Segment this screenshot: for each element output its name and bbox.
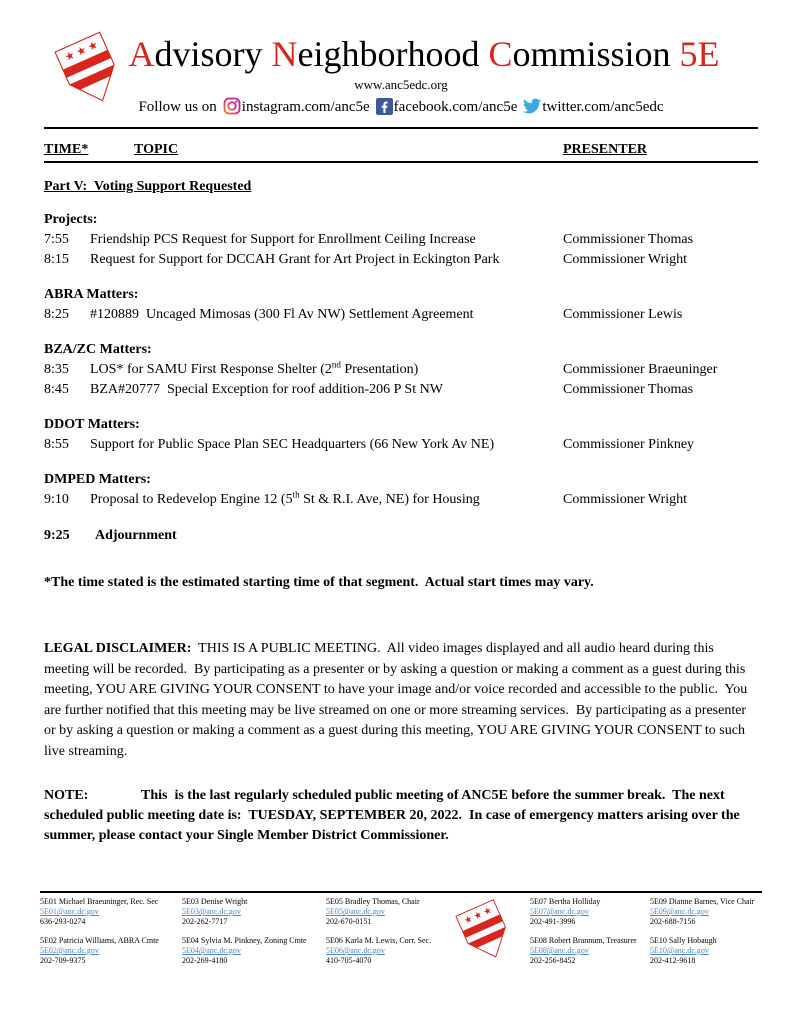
note-label: NOTE: bbox=[44, 788, 89, 803]
agenda-item bbox=[44, 250, 758, 270]
commissioner-email-link[interactable]: 5E07@anc.dc.gov bbox=[530, 907, 589, 916]
footer-column bbox=[326, 897, 438, 971]
commissioner-email-link[interactable]: 5E04@anc.dc.gov bbox=[182, 946, 241, 955]
commissioner-entry bbox=[182, 936, 320, 966]
item-presenter: Commissioner Lewis bbox=[563, 307, 683, 322]
facebook-link[interactable]: facebook.com/anc5e bbox=[393, 99, 518, 115]
note-text: This is the last regularly scheduled public meeting of ANC5E before the summer break. The next scheduled public meeting date is: TUESDAY, SEPTEMBER 20, 2022. In case of emergency matters arising over the summer, please contact your Single Member District Commissioner. bbox=[44, 788, 744, 843]
topic-text: Friendship PCS Request for Support for Enrollment Ceiling Increase bbox=[90, 232, 476, 247]
footer-column bbox=[40, 897, 182, 971]
commissioner-email-link[interactable]: 5E09@anc.dc.gov bbox=[650, 907, 709, 916]
item-time: 8:25 bbox=[44, 307, 69, 322]
agenda-item bbox=[44, 230, 758, 250]
agenda-item bbox=[44, 490, 758, 510]
commissioner-entry bbox=[326, 936, 432, 966]
commissioner-phone: 202-688-7156 bbox=[650, 917, 696, 926]
item-topic bbox=[90, 490, 563, 510]
commissioner-entry bbox=[40, 936, 176, 966]
document-header bbox=[44, 33, 758, 129]
commissioner-entry bbox=[40, 897, 176, 927]
footer-column bbox=[182, 897, 326, 971]
topic-column-header: TOPIC bbox=[134, 142, 179, 157]
topic-text: #120889 Uncaged Mimosas (300 Fl Av NW) Settlement Agreement bbox=[90, 307, 474, 322]
instagram-icon bbox=[223, 97, 241, 121]
agenda-column-headers bbox=[44, 142, 758, 163]
topic-text-end: Presentation) bbox=[340, 362, 419, 377]
commissioner-contact-footer bbox=[40, 891, 762, 971]
item-topic bbox=[90, 230, 563, 250]
item-presenter: Commissioner Braeuninger bbox=[563, 362, 718, 377]
commissioner-entry bbox=[182, 897, 320, 927]
title-letter: C bbox=[488, 34, 513, 74]
item-time: 8:45 bbox=[44, 382, 69, 397]
commissioner-name: 5E02 Patricia Williams, ABRA Cmte bbox=[40, 936, 159, 945]
commissioner-phone: 202-412-9618 bbox=[650, 956, 696, 965]
commissioner-entry bbox=[530, 897, 644, 927]
commissioner-entry bbox=[530, 936, 644, 966]
item-topic bbox=[90, 305, 563, 325]
item-presenter: Commissioner Thomas bbox=[563, 232, 694, 247]
item-topic bbox=[90, 250, 563, 270]
commissioner-email-link[interactable]: 5E02@anc.dc.gov bbox=[40, 946, 99, 955]
title-text: ommission bbox=[512, 34, 680, 74]
topic-text: Request for Support for DCCAH Grant for Art Project in Eckington Park bbox=[90, 252, 500, 267]
item-time: 8:35 bbox=[44, 362, 69, 377]
topic-superscript: nd bbox=[331, 359, 341, 370]
item-presenter: Commissioner Pinkney bbox=[563, 437, 695, 452]
dc-flag-logo bbox=[48, 31, 122, 118]
facebook-icon bbox=[376, 98, 393, 121]
commissioner-email-link[interactable]: 5E01@anc.dc.gov bbox=[40, 907, 99, 916]
twitter-icon bbox=[523, 97, 541, 121]
commissioner-phone: 202-256-8452 bbox=[530, 956, 576, 965]
adjournment-row bbox=[44, 526, 758, 546]
agenda-item bbox=[44, 380, 758, 400]
part-heading: Part V: Voting Support Requested bbox=[44, 179, 252, 194]
commissioner-name: 5E06 Karla M. Lewis, Corr. Sec. bbox=[326, 936, 432, 945]
website-url[interactable]: www.anc5edc.org bbox=[354, 77, 448, 92]
commissioner-phone: 202-670-0151 bbox=[326, 917, 372, 926]
commissioner-phone: 202-269-4180 bbox=[182, 956, 228, 965]
item-topic bbox=[90, 360, 563, 380]
commissioner-name: 5E09 Dianne Barnes, Vice Chair bbox=[650, 897, 755, 906]
commissioner-name: 5E08 Robert Brannum, Treasurer bbox=[530, 936, 637, 945]
adjournment-time: 9:25 bbox=[44, 528, 70, 543]
commissioner-phone: 202-262-7717 bbox=[182, 917, 228, 926]
item-presenter: Commissioner Wright bbox=[563, 492, 688, 507]
commissioner-phone: 202-491-3996 bbox=[530, 917, 576, 926]
commissioner-email-link[interactable]: 5E06@anc.dc.gov bbox=[326, 946, 385, 955]
time-footnote: *The time stated is the estimated starting time of that segment. Actual start times may vary. bbox=[44, 575, 594, 590]
topic-text: LOS* for SAMU First Response Shelter (2 bbox=[90, 362, 332, 377]
section-heading: Projects: bbox=[44, 212, 98, 227]
section-bza-zc bbox=[44, 340, 758, 400]
footer-column bbox=[530, 897, 650, 971]
item-presenter: Commissioner Wright bbox=[563, 252, 688, 267]
topic-text-end: St & R.I. Ave, NE) for Housing bbox=[299, 492, 480, 507]
topic-text: Proposal to Redevelop Engine 12 (5 bbox=[90, 492, 293, 507]
commissioner-phone: 410-705-4070 bbox=[326, 956, 372, 965]
section-heading: BZA/ZC Matters: bbox=[44, 342, 152, 357]
topic-superscript: th bbox=[292, 489, 300, 500]
item-time: 8:15 bbox=[44, 252, 69, 267]
section-projects bbox=[44, 210, 758, 270]
commissioner-name: 5E10 Sally Hobaugh bbox=[650, 936, 717, 945]
commissioner-name: 5E01 Michael Braeuninger, Rec. Sec bbox=[40, 897, 159, 906]
item-topic bbox=[90, 380, 563, 400]
footer-column bbox=[650, 897, 762, 971]
section-ddot bbox=[44, 415, 758, 455]
legal-disclaimer-label: LEGAL DISCLAIMER: bbox=[44, 641, 192, 656]
item-topic bbox=[90, 435, 563, 455]
presenter-column-header: PRESENTER bbox=[563, 142, 648, 157]
agenda-item bbox=[44, 435, 758, 455]
section-dmped bbox=[44, 470, 758, 510]
section-heading: DMPED Matters: bbox=[44, 472, 151, 487]
section-heading: ABRA Matters: bbox=[44, 287, 139, 302]
commissioner-email-link[interactable]: 5E10@anc.dc.gov bbox=[650, 946, 709, 955]
agenda-item bbox=[44, 305, 758, 325]
commissioner-name: 5E05 Bradley Thomas, Chair bbox=[326, 897, 420, 906]
social-links-row bbox=[44, 97, 758, 121]
legal-disclaimer-text: THIS IS A PUBLIC MEETING. All video images displayed and all audio heard during this meeting will be recorded. By participating as a presenter or by asking a question or making a comment as a guest during this meeting, YOU ARE GIVING YOUR CONSENT to have your image and/or voice recorded and accessible to the public. You are further notified that this meeting may be live streamed on one or more streaming services. By participating as a presenter or by asking a question or making a comment as a guest during this meeting, YOU ARE GIVING YOUR CONSENT to such live streaming. bbox=[44, 641, 751, 759]
follow-us-label: Follow us on bbox=[138, 99, 217, 115]
item-time: 7:55 bbox=[44, 232, 69, 247]
title-text: dvisory bbox=[154, 34, 272, 74]
twitter-link[interactable]: twitter.com/anc5edc bbox=[542, 99, 664, 115]
commissioner-name: 5E04 Sylvia M. Pinkney, Zoning Cmte bbox=[182, 936, 307, 945]
legal-disclaimer bbox=[44, 639, 758, 762]
time-column-header: TIME* bbox=[44, 142, 89, 157]
summer-break-note bbox=[44, 786, 758, 846]
commissioner-phone: 202-709-9375 bbox=[40, 956, 86, 965]
item-time: 9:10 bbox=[44, 492, 69, 507]
title-letter: A bbox=[128, 34, 155, 74]
section-heading: DDOT Matters: bbox=[44, 417, 140, 432]
title-text: eighborhood bbox=[297, 34, 489, 74]
commissioner-entry bbox=[326, 897, 432, 927]
agenda-item bbox=[44, 360, 758, 380]
topic-text: Support for Public Space Plan SEC Headquarters (66 New York Av NE) bbox=[90, 437, 495, 452]
header-divider bbox=[44, 127, 758, 129]
commissioner-email-link[interactable]: 5E05@anc.dc.gov bbox=[326, 907, 385, 916]
item-time: 8:55 bbox=[44, 437, 69, 452]
commissioner-email-link[interactable]: 5E08@anc.dc.gov bbox=[530, 946, 589, 955]
title-text-5e: 5E bbox=[679, 34, 720, 74]
commissioner-name: 5E07 Bertha Holliday bbox=[530, 897, 601, 906]
adjournment-label: Adjournment bbox=[95, 528, 177, 543]
section-abra bbox=[44, 285, 758, 325]
title-letter: N bbox=[271, 34, 298, 74]
commissioner-entry bbox=[650, 936, 756, 966]
item-presenter: Commissioner Thomas bbox=[563, 382, 694, 397]
page-title bbox=[44, 33, 758, 75]
commissioner-name: 5E03 Denise Wright bbox=[182, 897, 248, 906]
commissioner-entry bbox=[650, 897, 756, 927]
instagram-link[interactable]: instagram.com/anc5e bbox=[241, 99, 370, 115]
commissioner-email-link[interactable]: 5E03@anc.dc.gov bbox=[182, 907, 241, 916]
footer-dc-flag-logo bbox=[438, 897, 530, 971]
commissioner-phone: 636-293-0274 bbox=[40, 917, 86, 926]
topic-text: BZA#20777 Special Exception for roof addition-206 P St NW bbox=[90, 382, 443, 397]
